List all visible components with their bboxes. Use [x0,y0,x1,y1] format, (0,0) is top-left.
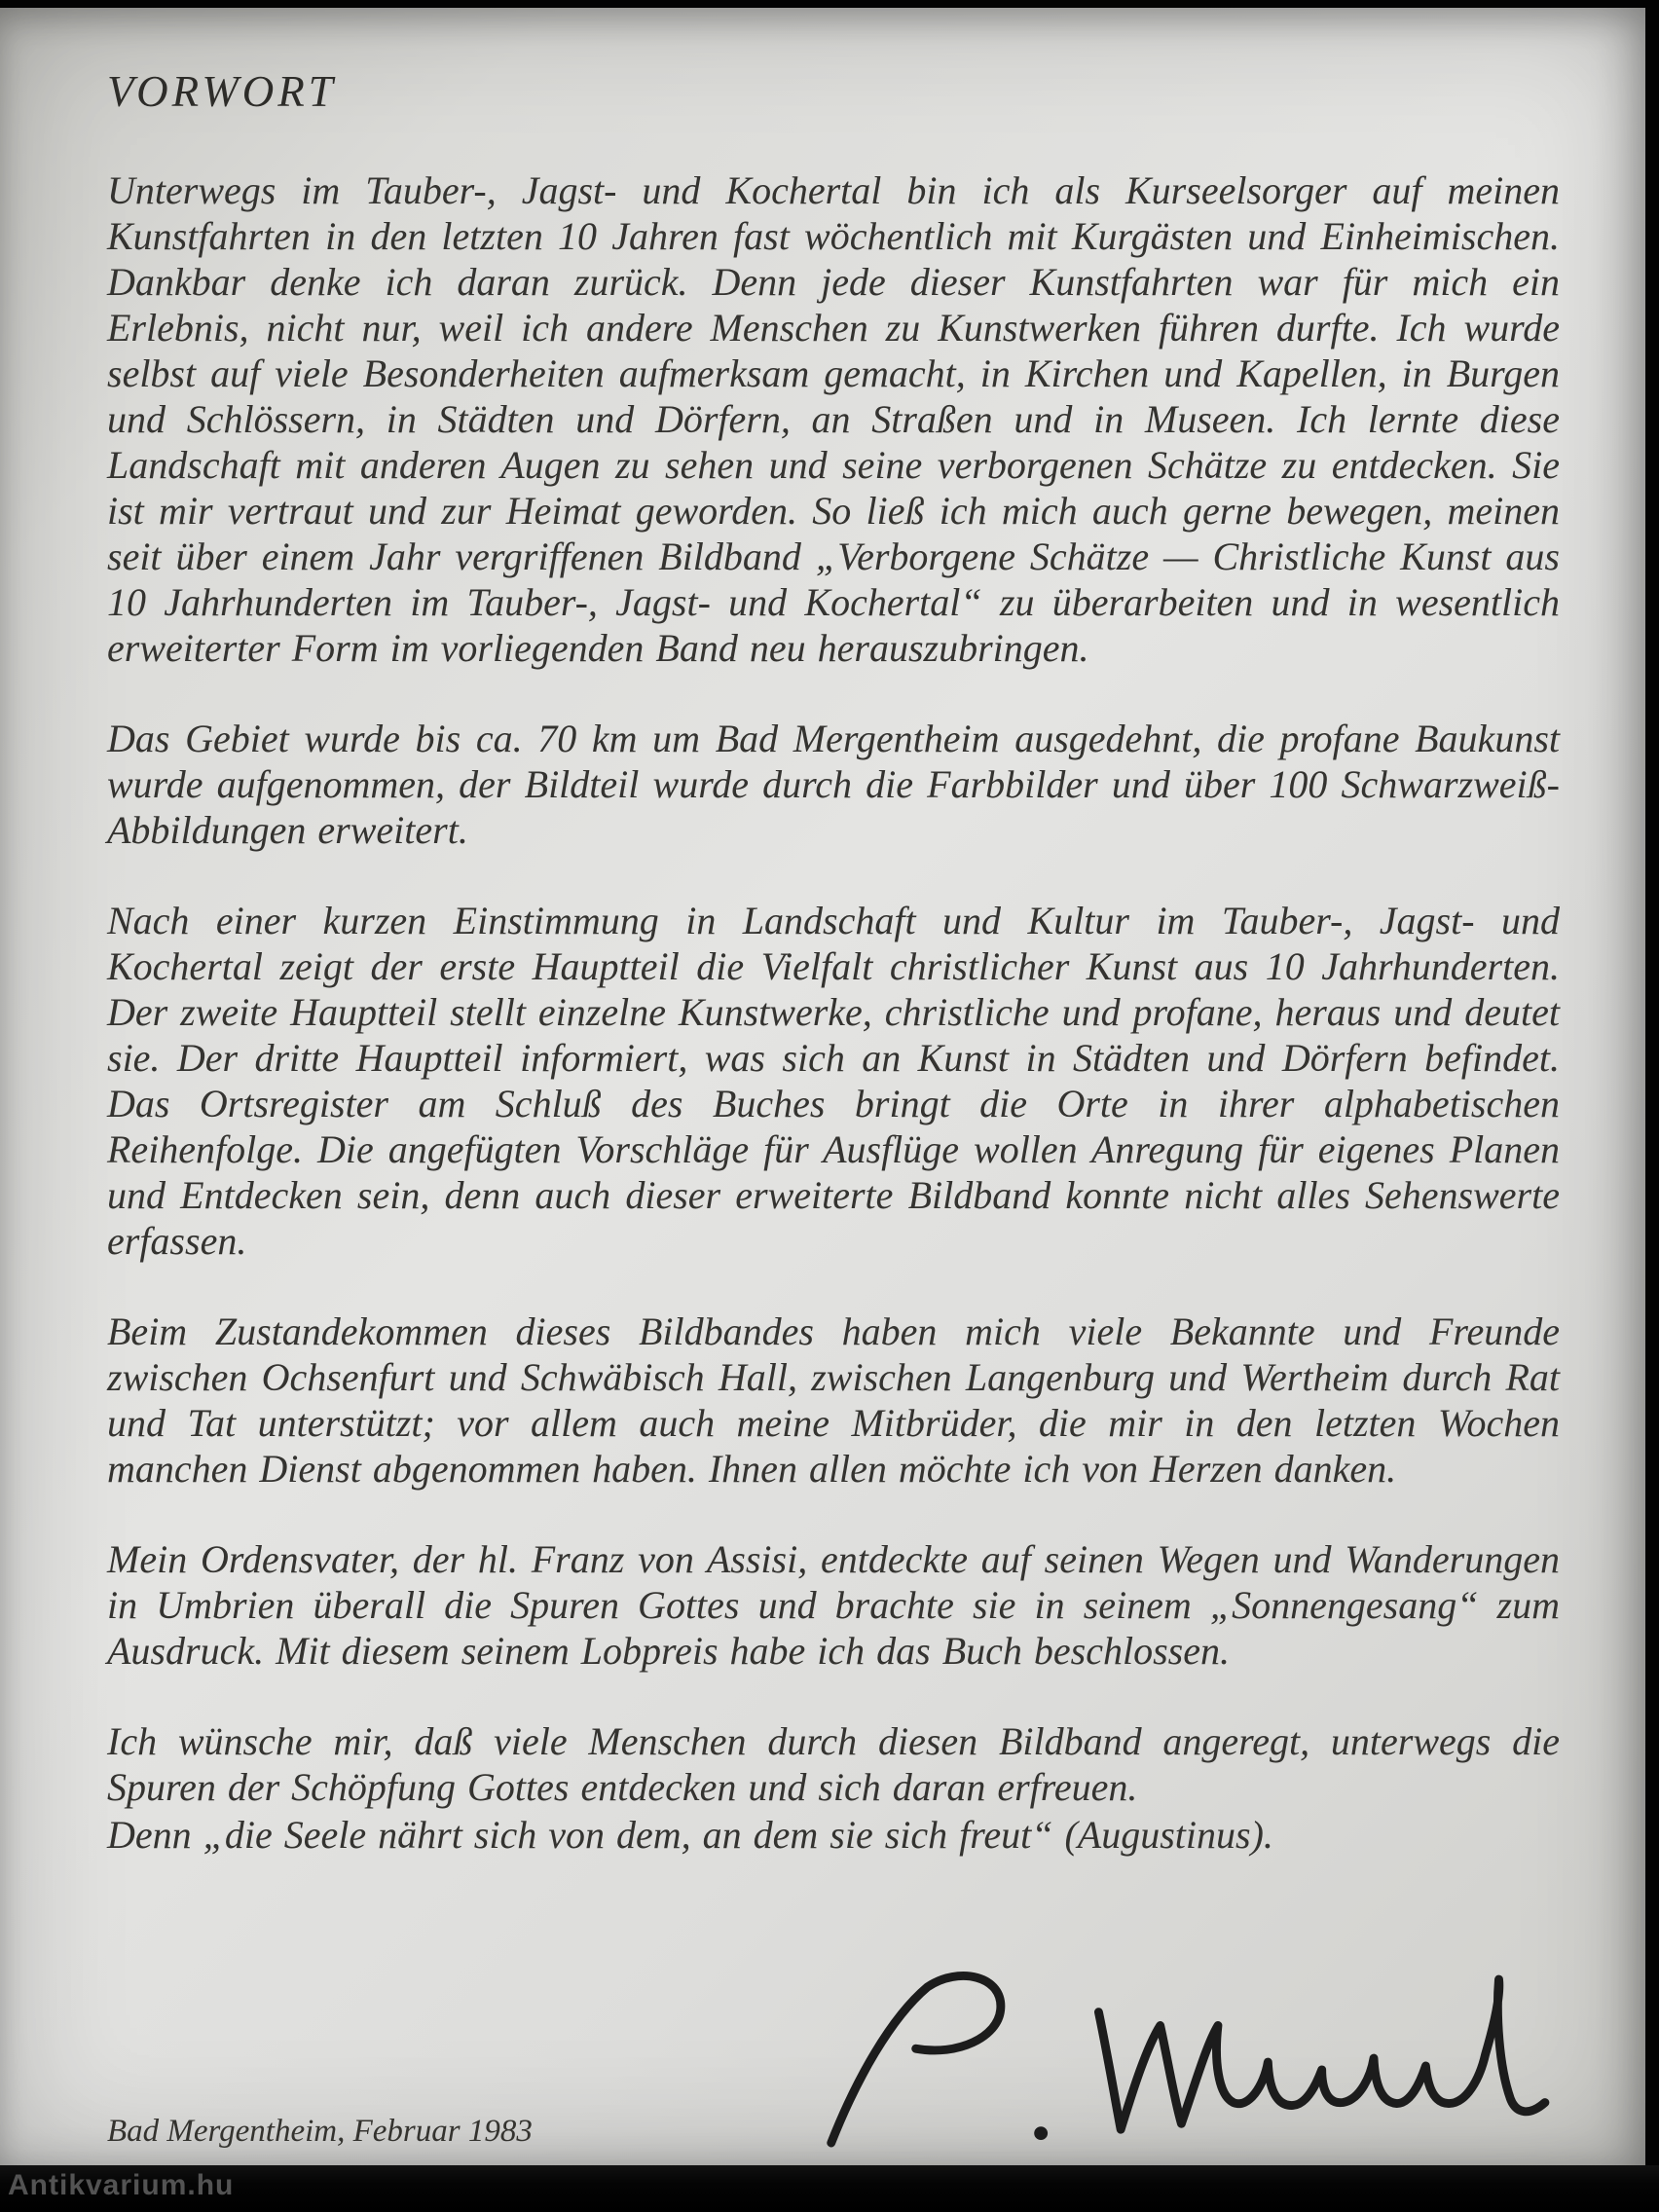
preface-paragraph-2: Das Gebiet wurde bis ca. 70 km um Bad Mergentheim ausgedehnt, die profane Baukunst wurde aufgenommen, der Bildteil wurde durch die Farbbilder und über 100 Schwarzweiß-Abbildungen erweitert. [107,717,1560,852]
preface-paragraph-1: Unterwegs im Tauber-, Jagst- und Kochertal bin ich als Kurseelsorger auf meinen Kunstfahrten in den letzten 10 Jahren fast wöchentlich mit Kurgästen und Einheimischen. Dankbar denke ich daran zurück. Denn jede dieser Kunstfahrten war für mich ein Erlebnis, nicht nur, weil ich andere Menschen zu Kunstwerken führen durfte. Ich wurde selbst auf viele Besonderheiten aufmerksam gemacht, in Kirchen und Kapellen, in Burgen und Schlössern, in Städten und Dörfern, an Straßen und in Museen. Ich lernte diese Landschaft mit anderen Augen zu sehen und seine verborgenen Schätze zu entdecken. Sie ist mir vertraut und zur Heimat geworden. So ließ ich mich auch gerne bewegen, meinen seit über einem Jahr vergriffenen Bildband „Verborgene Schätze — Christliche Kunst aus 10 Jahrhunderten im Tauber-, Jagst- und Kochertal“ zu überarbeiten und in wesentlich erweiterter Form im vorliegenden Band neu herauszubringen. [107,168,1560,670]
signature-stroke-dot [1034,2126,1048,2140]
page-title: VORWORT [107,67,337,116]
place-date: Bad Mergentheim, Februar 1983 [107,2114,533,2149]
preface-paragraph-5: Mein Ordensvater, der hl. Franz von Assisi, entdeckte auf seinen Wegen und Wanderungen in Umbrien überall die Spuren Gottes und brachte sie in seinem „Sonnengesang“ zum Ausdruck. Mit diesem seinem Lobpreis habe ich das Buch beschlossen. [107,1537,1560,1673]
preface-paragraph-7: Denn „die Seele nährt sich von dem, an dem sie sich freut“ (Augustinus). [107,1813,1273,1857]
preface-paragraph-6: Ich wünsche mir, daß viele Menschen durch diesen Bildband angeregt, unterwegs die Spuren der Schöpfung Gottes entdecken und sich daran erfreuen. [107,1719,1560,1809]
watermark: Antikvarium.hu [8,2169,235,2201]
photo-bottom-edge [0,2165,1659,2212]
preface-page [0,8,1645,2165]
signature-drawing [810,1969,1618,2159]
preface-paragraph-4: Beim Zustandekommen dieses Bildbandes haben mich viele Bekannte und Freunde zwischen Ochsenfurt und Schwäbisch Hall, zwischen Langenburg und Wertheim durch Rat und Tat unterstützt; vor allem auch meine Mitbrüder, die mir in den letzten Wochen manchen Dienst abgenommen haben. Ihnen allen möchte ich von Herzen danken. [107,1309,1560,1491]
handwritten-signature [810,1969,1618,2159]
signature-stroke-name [1098,1979,1544,2129]
signature-stroke-p [831,1975,1001,2143]
preface-paragraph-3: Nach einer kurzen Einstimmung in Landschaft und Kultur im Tauber-, Jagst- und Kochertal zeigt der erste Hauptteil die Vielfalt christlicher Kunst aus 10 Jahrhunderten. Der zweite Hauptteil stellt einzelne Kunstwerke, christliche und profane, heraus und deutet sie. Der dritte Hauptteil informiert, was sich an Kunst in Städten und Dörfern befindet. Das Ortsregister am Schluß des Buches bringt die Orte in ihrer alphabetischen Reihenfolge. Die angefügten Vorschläge für Ausflüge wollen Anregung für eigenes Planen und Entdecken sein, denn auch dieser erweiterte Bildband konnte nicht alles Sehenswerte erfassen. [107,899,1560,1263]
